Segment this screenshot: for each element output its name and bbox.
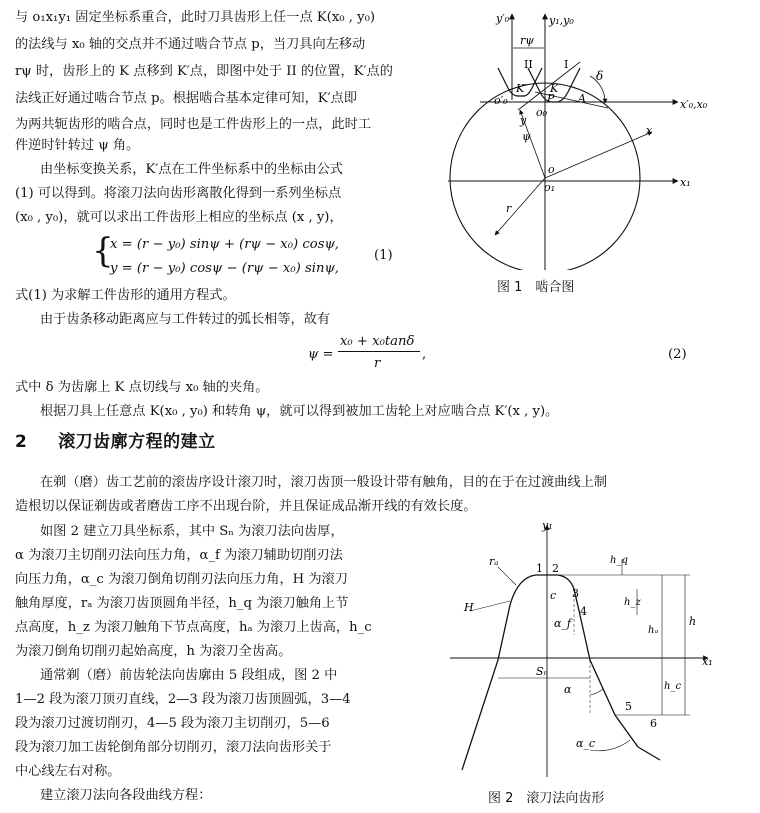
equation-2-denominator: r (374, 356, 381, 371)
label-6: 6 (650, 717, 657, 730)
label-o0: o₀ (536, 106, 548, 119)
label-alpha: α (564, 683, 572, 696)
label-x0px0: x′₀,x₀ (680, 98, 708, 111)
figure-1-caption: 图 1 啮合图 (497, 280, 575, 295)
equation-1-line-1: x = (r − y₀) sinψ + (rψ − x₀) cosψ, (110, 237, 339, 252)
text-line: 1—2 段为滚刀顶刃直线，2—3 段为滚刀齿顶圆弧，3—4 (15, 692, 351, 707)
label-2: 2 (552, 562, 559, 575)
label-hc: h_c (664, 681, 682, 692)
text-line: 法线正好通过啮合节点 p。根据啮合基本定律可知，K′点即 (15, 91, 357, 106)
figure-2-hob-profile (440, 515, 760, 785)
paragraph-10: 建立滚刀法向各段曲线方程： (40, 788, 212, 803)
label-o: o (548, 163, 555, 176)
label-alpha-f: α_f (554, 617, 571, 630)
label-H: H (464, 601, 474, 614)
label-y1: y₁ (542, 519, 553, 532)
label-h: h (689, 615, 697, 628)
radius-line (495, 178, 545, 235)
text-line: 为滚刀倒角切削刃起始高度，h 为滚刀全齿高。 (15, 644, 292, 659)
equation-1-number: (1) (374, 248, 393, 263)
label-5: 5 (625, 700, 632, 713)
label-1: 1 (536, 562, 543, 575)
label-o0p: o′₀ (494, 94, 508, 107)
section-title: 滚刀齿廓方程的建立 (58, 432, 216, 452)
equation-1-line-2: y = (r − y₀) cosψ − (rψ − x₀) sinψ, (110, 261, 340, 276)
text-line: 与 o₁x₁y₁ 固定坐标系重合，此时刀具齿形上任一点 K(x₀ , y₀) (15, 10, 376, 25)
text-line: 的法线与 x₀ 轴的交点并不通过啮合节点 p，当刀具向左移动 (15, 37, 366, 52)
text-line: 段为滚刀加工齿轮倒角部分切削刃，滚刀法向齿形关于 (15, 740, 332, 755)
text-line: 中心线左右对称。 (15, 764, 121, 779)
label-alpha-c: α_c (576, 737, 596, 750)
text-line: 向压力角，α_c 为滚刀倒角切削刃法向压力角，H 为滚刀 (15, 572, 348, 587)
label-Sn: Sₙ (536, 665, 548, 678)
label-4: 4 (580, 605, 587, 618)
alpha-arc (590, 689, 603, 695)
label-A: A (578, 92, 586, 105)
equation-2-lhs: ψ = (308, 347, 334, 362)
label-K: K (550, 82, 559, 95)
label-x: x (646, 124, 653, 137)
label-c: c (550, 589, 557, 602)
text-line: 如图 2 建立刀具坐标系，其中 Sₙ 为滚刀法向齿厚， (40, 524, 344, 539)
text-line: 在剃（磨）齿工艺前的滚齿序设计滚刀时，滚刀齿顶一般设计带有触角，目的在于在过渡曲线上制 (40, 475, 608, 490)
label-hz: h_z (624, 597, 641, 608)
label-y: y (520, 114, 527, 127)
label-II: II (524, 58, 533, 71)
label-hq: h_q (610, 555, 628, 566)
label-x1: x₁ (680, 176, 691, 189)
section-heading (15, 434, 216, 451)
label-ha: hₐ (648, 625, 659, 636)
paragraph-4: 由于齿条移动距离应与工件转过的弧长相等，故有 (40, 312, 331, 327)
text-line: 通常剃（磨）前齿轮法向齿廓由 5 段组成，图 2 中 (40, 668, 338, 683)
text-line: (1) 可以得到。将滚刀法向齿形离散化得到一系列坐标点 (15, 186, 342, 201)
ra-leader (498, 567, 516, 585)
label-ra: rₐ (489, 555, 499, 568)
label-r: r (506, 202, 512, 215)
fraction-bar (338, 351, 420, 352)
figure-2-caption: 图 2 滚刀法向齿形 (488, 791, 605, 806)
label-o1: o₁ (544, 181, 556, 194)
equation-2-number: (2) (668, 347, 687, 362)
alpha-c-arc (590, 740, 630, 751)
text-line: 段为滚刀过渡切削刃，4—5 段为滚刀主切削刃，5—6 (15, 716, 330, 731)
paragraph-5: 式中 δ 为齿廓上 K 点切线与 x₀ 轴的夹角。 (15, 380, 269, 395)
label-y1y0: y₁,y₀ (549, 14, 574, 27)
label-rpsi: rψ (520, 34, 534, 47)
paragraph-3: 式(1) 为求解工件齿形的通用方程式。 (15, 288, 236, 303)
label-psi: ψ (522, 130, 531, 143)
equation-brace: { (92, 231, 114, 271)
label-I: I (564, 58, 569, 71)
chamfer-edge (638, 747, 660, 760)
text-line: 造根切以保证剃齿或者磨齿工序不出现台阶，并且保证成品渐开线的有效长度。 (15, 499, 477, 514)
text-line: 触角厚度，rₐ 为滚刀齿顶圆角半径，h_q 为滚刀触角上节 (15, 596, 349, 611)
text-line: 为两共轭齿形的啮合点，同时也是工件齿形上的一点，此时工 (15, 117, 372, 132)
text-line: 件逆时针转过 ψ 角。 (15, 138, 140, 153)
label-y0p: y′₀ (496, 12, 510, 25)
label-x1: x₁ (702, 655, 713, 668)
text-line: (x₀ , y₀)，就可以求出工件齿形上相应的坐标点 (x , y)， (15, 210, 343, 225)
paragraph-6: 根据刀具上任意点 K(x₀ , y₀) 和转角 ψ，就可以得到被加工齿轮上对应啮合点 K′(x , y)。 (40, 404, 559, 419)
figure-1-meshing-diagram (440, 0, 760, 270)
label-3: 3 (572, 587, 579, 600)
text-line: α 为滚刀主切削刃法向压力角，α_f 为滚刀辅助切削刃法 (15, 548, 343, 563)
label-P: P (547, 92, 555, 105)
equation-2-comma: , (422, 347, 427, 362)
label-Kp: K′ (516, 82, 527, 95)
text-line: 点高度，h_z 为滚刀触角下节点高度，hₐ 为滚刀上齿高，h_c (15, 620, 372, 635)
text-line: 由坐标变换关系，K′点在工件坐标系中的坐标由公式 (40, 162, 343, 177)
equation-2-numerator: x₀ + x₀tanδ (340, 334, 415, 349)
dim-H (470, 601, 510, 611)
tooth-profile (462, 575, 638, 770)
rotated-x-axis (545, 132, 652, 178)
text-line: rψ 时，齿形上的 K 点移到 K′点，即图中处于 II 的位置，K′点的 (15, 64, 393, 79)
section-number: 2 (15, 432, 28, 452)
label-delta: δ (596, 69, 604, 83)
